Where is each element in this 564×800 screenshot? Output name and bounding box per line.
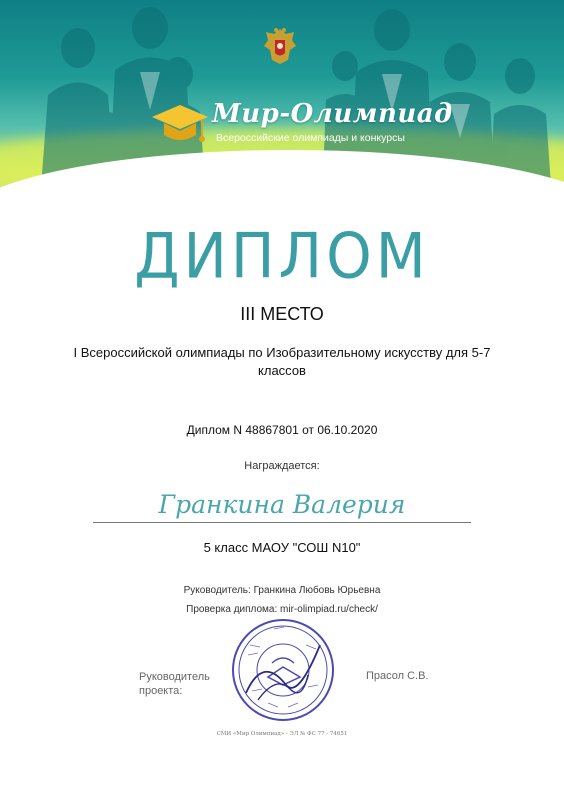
- signature-label: Руководитель проекта:: [139, 671, 210, 697]
- supervisor-info: Руководитель: Гранкина Любовь Юрьевна: [183, 585, 381, 596]
- recipient-name: Гранкина Валерия: [158, 490, 406, 519]
- awarded-label: Награждается:: [244, 460, 320, 472]
- check-link: Проверка диплома: mir-olimpiad.ru/check/: [186, 604, 378, 615]
- school-info: 5 класс МАОУ "СОШ N10": [203, 540, 361, 555]
- graduation-cap-icon: [150, 99, 210, 151]
- stamp-seal: [228, 615, 338, 725]
- logo-title: Мир-Олимпиад: [212, 99, 453, 129]
- name-underline: [93, 522, 471, 523]
- footer-registration: СМИ «Мир Олимпиад» - ЭЛ № ФС 77 - 74651: [216, 731, 348, 737]
- logo-subtitle: Всероссийские олимпиады и конкурсы: [216, 132, 405, 144]
- place-label: III МЕСТО: [240, 304, 324, 324]
- signatory-name: Прасол С.В.: [366, 670, 429, 682]
- diploma-title: ДИПЛОМ: [134, 219, 430, 293]
- coat-of-arms-icon: [262, 26, 298, 66]
- brand-logo: [150, 95, 453, 155]
- olympiad-description: I Всероссийской олимпиады по Изобразительному искусству для 5-7 классов: [73, 345, 491, 378]
- header-banner: [0, 0, 564, 205]
- diploma-number: Диплом N 48867801 от 06.10.2020: [186, 423, 378, 437]
